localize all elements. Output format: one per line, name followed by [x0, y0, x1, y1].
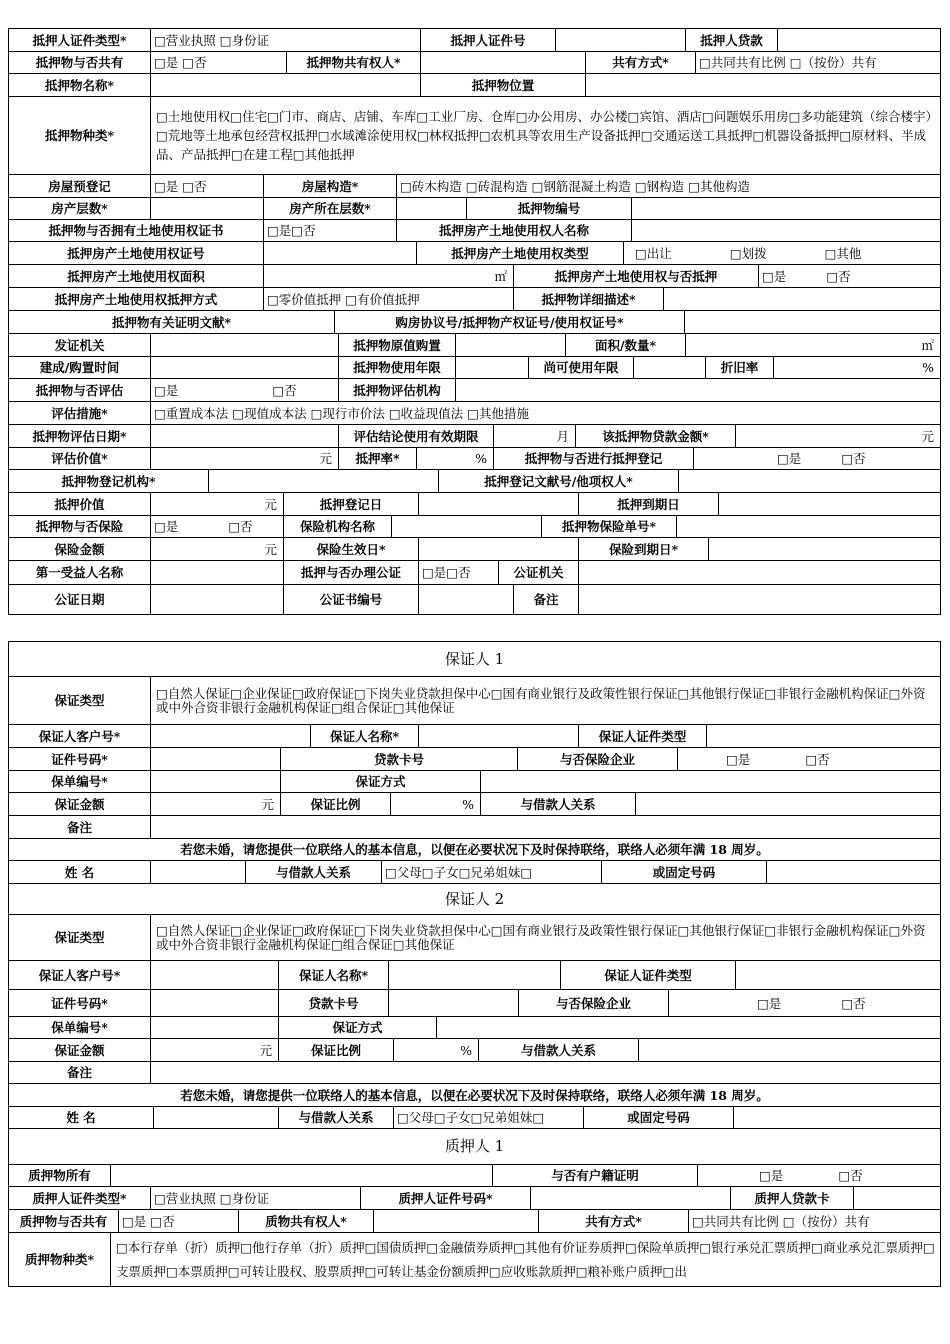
policy-number-label: 抵押物保险单号* — [542, 516, 677, 537]
land-mortgage-method-options[interactable]: □零价值抵押 □有价值抵押 — [264, 288, 514, 310]
guarantor-id-type-field[interactable] — [707, 725, 941, 747]
insurance-start-label: 保险生效日* — [284, 538, 419, 560]
land-cert-number-field[interactable] — [264, 242, 417, 264]
pledgor-id-type-options[interactable]: □营业执照 □身份证 — [151, 29, 421, 51]
option-no[interactable]: □否 — [841, 995, 866, 1011]
notarized-options[interactable]: □是□否 — [419, 561, 499, 584]
pledge-co-owned-label: 质押物与否共有 — [9, 1210, 119, 1232]
mortgage-registered-label: 抵押物与否进行抵押登记 — [494, 448, 694, 469]
remarks-field[interactable] — [151, 816, 941, 838]
guarantee-ratio-label: 保证比例 — [281, 793, 391, 815]
property-cert-number-field[interactable] — [685, 311, 941, 333]
original-value-label: 抵押物原值购置 — [339, 334, 456, 356]
appraisal-date-field[interactable] — [151, 425, 339, 447]
guarantee-ratio-label: 保证比例 — [279, 1039, 394, 1061]
insurance-company-options[interactable] — [669, 990, 941, 1016]
pledger-id-type-options[interactable]: □营业执照 □身份证 — [151, 1187, 361, 1209]
collateral-table — [8, 28, 941, 615]
policy-number-field[interactable] — [677, 516, 941, 537]
guarantor-name-field[interactable] — [389, 961, 561, 989]
guarantor-id-type-label: 保证人证件类型 — [561, 961, 736, 989]
land-area-label: 抵押房产土地使用权面积 — [9, 265, 264, 287]
pledge-co-owner-field[interactable] — [374, 1210, 539, 1232]
guarantor-1-title: 保证人 1 — [9, 642, 941, 676]
insurance-company-label: 与否保险企业 — [519, 990, 669, 1016]
guarantee-method-label: 保证方式 — [281, 771, 481, 792]
land-mortgage-method-label: 抵押房产土地使用权抵押方式 — [9, 288, 264, 310]
collateral-docs-label: 抵押物有关证明文献* — [9, 311, 335, 333]
loan-card-field[interactable] — [389, 990, 519, 1016]
guarantor-name-label: 保证人名称* — [311, 725, 419, 747]
land-area-field[interactable]: ㎡ — [264, 265, 514, 287]
guarantee-method-field[interactable] — [437, 1017, 941, 1038]
notary-cert-field[interactable] — [419, 585, 514, 614]
pledger-id-number-field[interactable] — [531, 1187, 731, 1209]
guarantor-name-label: 保证人名称* — [279, 961, 389, 989]
co-owned-options[interactable]: □是 □否 — [151, 52, 287, 73]
registration-date-field[interactable] — [419, 493, 579, 515]
guarantor-table — [8, 641, 941, 1287]
collateral-description-field[interactable] — [664, 288, 941, 310]
guarantor-id-type-label: 保证人证件类型 — [579, 725, 707, 747]
pledgor-loan-label: 抵押人贷款 — [686, 29, 778, 51]
mortgage-registered-options[interactable] — [694, 448, 941, 469]
guarantee-type-options[interactable]: □自然人保证□企业保证□政府保证□下岗失业贷款担保中心□国有商业银行及政策性银行保证□其他银行保证□非银行金融机构保证□外资或中外合资非银行金融机构保证□组合保证□其他保证 — [151, 677, 941, 724]
mortgage-value-label: 抵押价值 — [9, 493, 151, 515]
appraised-value-label: 评估价值* — [9, 448, 151, 469]
guarantee-type-label: 保证类型 — [9, 915, 151, 960]
contact-name-field[interactable] — [151, 861, 246, 883]
collateral-loan-amount-label: 该抵押物贷款金额* — [576, 425, 736, 447]
appraised-label: 抵押物与否评估 — [9, 379, 151, 401]
option-no[interactable]: □否 — [228, 519, 253, 534]
collateral-loan-amount-field[interactable]: 元 — [736, 425, 941, 447]
build-date-field[interactable] — [151, 357, 339, 378]
mortgage-value-field[interactable]: 元 — [151, 493, 284, 515]
contact-relation-options[interactable]: □父母□子女□兄弟姐妹□ — [394, 1107, 584, 1128]
guarantee-type-options[interactable]: □自然人保证□企业保证□政府保证□下岗失业贷款担保中心□国有商业银行及政策性银行保证□其他银行保证□非银行金融机构保证□外资或中外合资非银行金融机构保证□组合保证□其他保证 — [151, 915, 941, 960]
id-number-field[interactable] — [151, 748, 281, 770]
land-right-type-label: 抵押房产土地使用权类型 — [417, 242, 624, 264]
policy-no-field[interactable] — [151, 771, 281, 792]
borrower-relation-label: 与借款人关系 — [479, 1039, 639, 1061]
remarks-label: 备注 — [9, 816, 151, 838]
appraised-value-field[interactable]: 元 — [151, 448, 339, 469]
remarks-label: 备注 — [9, 1062, 151, 1083]
guarantor-customer-no-label: 保证人客户号* — [9, 961, 151, 989]
guarantee-type-label: 保证类型 — [9, 677, 151, 724]
depreciation-rate-label: 折旧率 — [706, 357, 774, 378]
option-yes[interactable]: □是 — [759, 1168, 784, 1183]
contact-name-label: 姓 名 — [9, 1107, 154, 1128]
notary-date-label: 公证日期 — [9, 585, 151, 614]
pledgor-id-number-label: 抵押人证件号 — [421, 29, 556, 51]
option-yes[interactable]: □是 — [154, 519, 179, 534]
borrower-relation-field[interactable] — [639, 1039, 941, 1061]
pledge-ownership-label: 质押物所有 — [9, 1165, 111, 1186]
option-transfer[interactable]: □出让 — [635, 245, 672, 261]
guarantee-ratio-field[interactable]: % — [391, 793, 481, 815]
remarks-field[interactable] — [579, 585, 941, 614]
id-number-label: 证件号码* — [9, 748, 151, 770]
house-floor-field[interactable] — [397, 198, 467, 219]
insured-label: 抵押物与否保险 — [9, 516, 151, 537]
mortgage-rate-label: 抵押率* — [339, 448, 417, 469]
registration-date-label: 抵押登记日 — [284, 493, 419, 515]
land-right-type-options[interactable] — [624, 242, 941, 264]
guarantee-amount-label: 保证金额 — [9, 793, 151, 815]
pledger-loan-card-label: 质押人贷款卡 — [731, 1187, 854, 1209]
co-ownership-mode-label: 共有方式* — [586, 52, 696, 73]
mortgage-expiry-field[interactable] — [719, 493, 941, 515]
house-floor-label: 房产所在层数* — [264, 198, 397, 219]
co-owned-label: 抵押物与否共有 — [9, 52, 151, 73]
notary-office-label: 公证机关 — [499, 561, 579, 584]
option-yes[interactable]: □是 — [757, 995, 782, 1011]
build-date-label: 建成/购置时间 — [9, 357, 151, 378]
valid-period-field[interactable]: 月 — [494, 425, 576, 447]
policy-no-label: 保单编号* — [9, 1017, 151, 1038]
notarized-label: 抵押与否办理公证 — [284, 561, 419, 584]
collateral-name-field[interactable] — [151, 74, 421, 96]
house-floors-label: 房产层数* — [9, 198, 151, 219]
loan-card-label: 贷款卡号 — [279, 990, 389, 1016]
contact-notice: 若您未婚，请您提供一位联络人的基本信息，以便在必要状况下及时保持联络，联络人必须年满 18 周岁。 — [9, 1084, 941, 1106]
option-yes[interactable]: □是 — [726, 751, 751, 767]
mortgage-expiry-label: 抵押到期日 — [579, 493, 719, 515]
remaining-life-field[interactable] — [634, 357, 706, 378]
valid-period-label: 评估结论使用有效期限 — [339, 425, 494, 447]
registration-agency-field[interactable] — [209, 470, 439, 492]
option-no[interactable]: □否 — [841, 451, 866, 466]
appraised-options[interactable] — [151, 379, 339, 401]
option-no[interactable]: □否 — [272, 382, 297, 398]
guarantor-customer-no-field[interactable] — [151, 961, 279, 989]
registration-doc-label: 抵押登记文献号/他项权人* — [439, 470, 679, 492]
collateral-type-label: 抵押物种类* — [9, 97, 151, 174]
land-cert-number-label: 抵押房产土地使用权证号 — [9, 242, 264, 264]
contact-relation-label: 与借款人关系 — [246, 861, 382, 883]
house-preregistration-label: 房屋预登记 — [9, 175, 151, 197]
option-yes[interactable]: □是 — [154, 382, 179, 398]
pledge-type-options[interactable]: □本行存单（折）质押□他行存单（折）质押□国债质押□金融债券质押□其他有价证券质押□保险单质押□银行承兑汇票质押□商业承兑汇票质押□支票质押□本票质押□可转让股权、股票质押□可转让基金份额质押□应收账款质押□粮补账户质押□出 — [111, 1233, 941, 1286]
house-structure-options[interactable]: □砖木构造 □砖混构造 □钢筋混凝土构造 □钢构造 □其他构造 — [397, 175, 941, 197]
pledge-co-ownership-mode-options[interactable]: □共同共有比例 □（按份）共有 — [689, 1210, 941, 1232]
collateral-location-label: 抵押物位置 — [421, 74, 586, 96]
land-user-name-field[interactable] — [632, 220, 941, 241]
appraisal-agency-field[interactable] — [456, 379, 941, 401]
property-cert-number-label: 购房协议号/抵押物产权证号/使用权证号* — [335, 311, 685, 333]
pledge-co-owner-label: 质物共有权人* — [239, 1210, 374, 1232]
remaining-life-label: 尚可使用年限 — [529, 357, 634, 378]
pledge-type-label: 质押物种类* — [9, 1233, 111, 1286]
pledger-id-type-label: 质押人证件类型* — [9, 1187, 151, 1209]
issuing-authority-label: 发证机关 — [9, 334, 151, 356]
appraisal-method-label: 评估措施* — [9, 402, 151, 424]
pledge-co-ownership-mode-label: 共有方式* — [539, 1210, 689, 1232]
option-allocation[interactable]: □划拨 — [729, 245, 767, 261]
borrower-relation-field[interactable] — [636, 793, 941, 815]
notary-office-field[interactable] — [579, 561, 941, 584]
pledgor-id-type-label: 抵押人证件类型* — [9, 29, 151, 51]
id-number-label: 证件号码* — [9, 990, 151, 1016]
area-quantity-field[interactable]: ㎡ — [686, 334, 941, 356]
contact-phone-field[interactable] — [734, 1107, 941, 1128]
appraisal-method-options[interactable]: □重置成本法 □现值成本法 □现行市价法 □收益现值法 □其他措施 — [151, 402, 941, 424]
contact-name-label: 姓 名 — [9, 861, 151, 883]
insured-options[interactable] — [151, 516, 284, 537]
house-floors-field[interactable] — [151, 198, 264, 219]
beneficiary-label: 第一受益人名称 — [9, 561, 151, 584]
land-mortgaged-label: 抵押房产土地使用权与否抵押 — [514, 265, 759, 287]
policy-no-field[interactable] — [151, 1017, 279, 1038]
collateral-name-label: 抵押物名称* — [9, 74, 151, 96]
option-yes[interactable]: □是 — [762, 268, 787, 284]
beneficiary-field[interactable] — [151, 561, 284, 584]
pledger-1-title: 质押人 1 — [9, 1129, 941, 1164]
contact-phone-field[interactable] — [767, 861, 941, 883]
guarantee-amount-field[interactable]: 元 — [151, 1039, 279, 1061]
appraisal-agency-label: 抵押物评估机构 — [339, 379, 456, 401]
guarantor-name-field[interactable] — [419, 725, 579, 747]
insurer-field[interactable] — [392, 516, 542, 537]
co-ownership-mode-options[interactable]: □共同共有比例 □（按份）共有 — [696, 52, 941, 73]
pledge-co-owned-options[interactable]: □是 □否 — [119, 1210, 239, 1232]
house-structure-label: 房屋构造* — [264, 175, 397, 197]
guarantor-customer-no-field[interactable] — [151, 725, 311, 747]
option-no[interactable]: □否 — [805, 751, 830, 767]
registration-doc-field[interactable] — [679, 470, 941, 492]
guarantor-2-title: 保证人 2 — [9, 884, 941, 914]
collateral-number-field[interactable] — [632, 198, 941, 219]
contact-relation-options[interactable]: □父母□子女□兄弟姐妹□ — [382, 861, 602, 883]
insured-amount-field[interactable]: 元 — [151, 538, 284, 560]
option-no[interactable]: □否 — [838, 1168, 863, 1183]
contact-phone-label: 或固定号码 — [602, 861, 767, 883]
collateral-location-field[interactable] — [586, 74, 941, 96]
collateral-type-options[interactable]: □土地使用权□住宅□门市、商店、店铺、车库□工业厂房、仓库□办公用房、办公楼□宾馆、酒店□问题娱乐用房□多功能建筑（综合楼宇）□荒地等土地承包经营权抵押□水域滩涂使用权□林权抵押□农机具等农用生产设备抵押□交通运送工具抵押□机器设备抵押□原材料、半成品、产品抵押□在建工程□其他抵押 — [151, 97, 941, 174]
co-owner-field[interactable] — [421, 52, 586, 73]
insurer-label: 保险机构名称 — [284, 516, 392, 537]
mortgage-rate-field[interactable]: % — [417, 448, 494, 469]
issuing-authority-field[interactable] — [151, 334, 339, 356]
loan-card-label: 贷款卡号 — [281, 748, 518, 770]
insurance-end-label: 保险到期日* — [579, 538, 709, 560]
borrower-relation-label: 与借款人关系 — [481, 793, 636, 815]
guarantee-amount-field[interactable]: 元 — [151, 793, 281, 815]
pledge-ownership-field[interactable] — [111, 1165, 493, 1186]
area-quantity-label: 面积/数量* — [566, 334, 686, 356]
land-user-name-label: 抵押房产土地使用权人名称 — [397, 220, 632, 241]
insurance-end-field[interactable] — [709, 538, 941, 560]
remarks-field[interactable] — [151, 1062, 941, 1083]
pledger-id-number-label: 质押人证件号码* — [361, 1187, 531, 1209]
guarantee-amount-label: 保证金额 — [9, 1039, 151, 1061]
collateral-description-label: 抵押物详细描述* — [514, 288, 664, 310]
remarks-label: 备注 — [514, 585, 579, 614]
guarantor-id-type-field[interactable] — [736, 961, 941, 989]
contact-name-field[interactable] — [154, 1107, 279, 1128]
guarantor-customer-no-label: 保证人客户号* — [9, 725, 151, 747]
service-life-label: 抵押物使用年限 — [339, 357, 456, 378]
household-cert-options[interactable] — [698, 1165, 941, 1186]
notary-cert-label: 公证书编号 — [284, 585, 419, 614]
co-owner-label: 抵押物共有权人* — [287, 52, 421, 73]
household-cert-label: 与否有户籍证明 — [493, 1165, 698, 1186]
guarantee-ratio-field[interactable]: % — [394, 1039, 479, 1061]
contact-relation-label: 与借款人关系 — [279, 1107, 394, 1128]
collateral-number-label: 抵押物编号 — [467, 198, 632, 219]
pledger-loan-card-field[interactable] — [854, 1187, 941, 1209]
insurance-start-field[interactable] — [419, 538, 579, 560]
insurance-company-label: 与否保险企业 — [518, 748, 678, 770]
land-cert-options[interactable]: □是□否 — [264, 220, 397, 241]
service-life-field[interactable] — [456, 357, 529, 378]
option-yes[interactable]: □是 — [777, 451, 802, 466]
insurance-company-options[interactable] — [678, 748, 941, 770]
appraisal-date-label: 抵押物评估日期* — [9, 425, 151, 447]
contact-notice: 若您未婚，请您提供一位联络人的基本信息，以便在必要状况下及时保持联络，联络人必须年满 18 周岁。 — [9, 839, 941, 860]
pledgor-loan-field[interactable] — [778, 29, 941, 51]
insured-amount-label: 保险金额 — [9, 538, 151, 560]
house-preregistration-options[interactable]: □是 □否 — [151, 175, 264, 197]
option-no[interactable]: □否 — [826, 268, 851, 284]
policy-no-label: 保单编号* — [9, 771, 151, 792]
land-cert-label: 抵押物与否拥有土地使用权证书 — [9, 220, 264, 241]
pledgor-id-number-field[interactable] — [556, 29, 686, 51]
option-other[interactable]: □其他 — [824, 245, 862, 261]
id-number-field[interactable] — [151, 990, 279, 1016]
original-value-field[interactable] — [456, 334, 566, 356]
guarantee-method-label: 保证方式 — [279, 1017, 437, 1038]
depreciation-rate-field[interactable]: % — [774, 357, 941, 378]
land-mortgaged-options[interactable] — [759, 265, 941, 287]
notary-date-field[interactable] — [151, 585, 284, 614]
registration-agency-label: 抵押物登记机构* — [9, 470, 209, 492]
guarantee-method-field[interactable] — [481, 771, 941, 792]
contact-phone-label: 或固定号码 — [584, 1107, 734, 1128]
